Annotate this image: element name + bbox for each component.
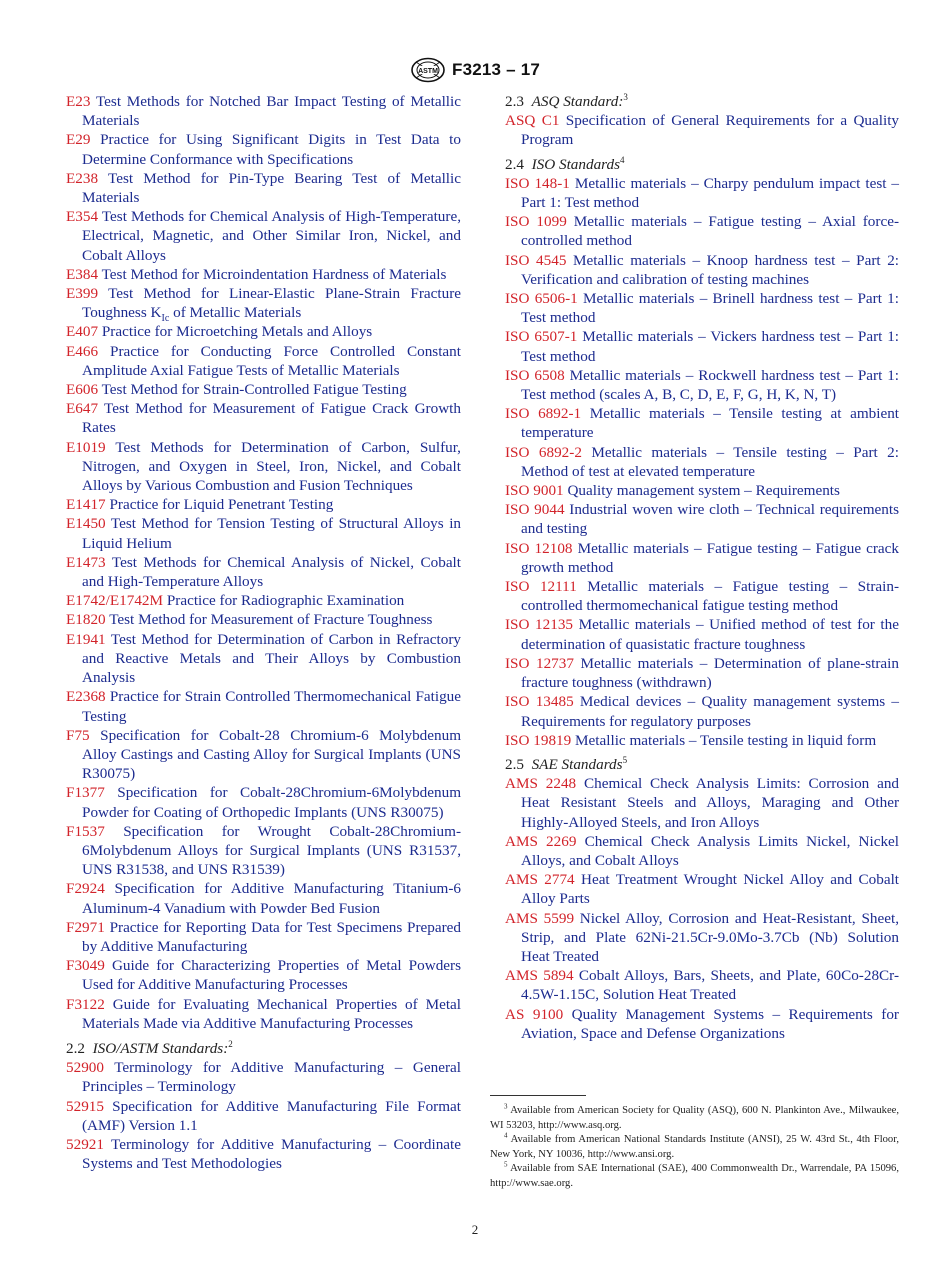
standard-title-link[interactable]: Practice for Microetching Metals and Alloys bbox=[101, 323, 373, 341]
standard-title-link[interactable]: Metallic materials – Knoop hardness test – Part 2: Verification and calibration of testing machines bbox=[521, 251, 900, 288]
standard-title-link[interactable]: Heat Treatment Wrought Nickel Alloy and Cobalt Alloy Parts bbox=[521, 871, 900, 908]
reference-entry bbox=[66, 207, 461, 265]
reference-entry bbox=[505, 443, 899, 481]
standard-title-link[interactable]: Test Method for Strain-Controlled Fatigue Testing bbox=[101, 381, 407, 399]
standard-code-link[interactable]: ISO 13485 bbox=[505, 693, 574, 711]
standard-title-link[interactable]: Practice for Using Significant Digits in Test Data to Determine Conformance with Specifications bbox=[82, 131, 461, 168]
reference-entry bbox=[66, 726, 461, 784]
standard-code-link[interactable]: E384 bbox=[66, 265, 99, 283]
reference-entry bbox=[66, 169, 461, 207]
standard-code-link[interactable]: E1820 bbox=[66, 611, 106, 629]
standard-code-link[interactable]: E2368 bbox=[66, 688, 106, 706]
section-heading-sae: 2.5 SAE Standards$^5$ bbox=[505, 754, 628, 773]
standard-code-link[interactable]: AMS 5599 bbox=[505, 909, 575, 927]
footnote: $^3$ Available from American Society for Quality (ASQ), 600 N. Plankinton Ave., Milwaukee, WI 53203, http://www.asq.org. bbox=[490, 1102, 899, 1131]
reference-entry bbox=[66, 956, 461, 994]
reference-entry bbox=[66, 918, 461, 956]
standard-code-link[interactable]: F3122 bbox=[66, 995, 105, 1013]
standard-code-link[interactable]: ISO 9044 bbox=[505, 501, 565, 519]
page-header bbox=[0, 56, 950, 84]
standard-code-link[interactable]: AMS 2774 bbox=[505, 871, 575, 889]
footnote-divider bbox=[490, 1095, 586, 1096]
section-heading-asq: 2.3 ASQ Standard:$^3$ bbox=[505, 91, 628, 110]
standard-code-link[interactable]: AMS 5894 bbox=[505, 967, 574, 985]
standard-code-link[interactable]: ISO 6507-1 bbox=[505, 328, 578, 346]
reference-entry bbox=[505, 577, 899, 615]
reference-entry bbox=[505, 327, 899, 365]
standard-title-link[interactable]: Test Method for Microindentation Hardness of Materials bbox=[101, 265, 447, 283]
standard-title-link[interactable]: Specification for Wrought Cobalt-28Chromium-6Molybdenum Alloys for Surgical Implants (UNS R31537, UNS R31538, and UNS R31539) bbox=[82, 822, 461, 879]
reference-entry bbox=[505, 289, 899, 327]
standard-code-link[interactable]: E1941 bbox=[66, 630, 106, 648]
reference-entry bbox=[66, 783, 461, 821]
standard-code-link[interactable]: ISO 12737 bbox=[505, 654, 574, 672]
standard-code-link[interactable]: E238 bbox=[66, 169, 99, 187]
reference-entry bbox=[505, 500, 899, 538]
standard-title-link[interactable]: Terminology for Additive Manufacturing – Coordinate Systems and Test Methodologies bbox=[82, 1135, 461, 1173]
standard-code-link[interactable]: ISO 6506-1 bbox=[505, 290, 578, 308]
right-column bbox=[505, 92, 899, 1043]
standard-code-link[interactable]: ASQ C1 bbox=[505, 112, 560, 130]
reference-entry bbox=[505, 539, 899, 577]
standard-code-link[interactable]: ISO 12111 bbox=[505, 578, 577, 596]
standard-title-link[interactable]: Metallic materials – Fatigue testing – Axial force-controlled method bbox=[521, 213, 899, 250]
standard-title-link[interactable]: Metallic materials – Tensile testing – Part 2: Method of test at elevated temperature bbox=[521, 443, 899, 480]
reference-entry bbox=[66, 399, 461, 437]
standard-title-link[interactable]: Practice for Conducting Force Controlled Constant Amplitude Axial Fatigue Tests of Metallic Materials bbox=[82, 342, 461, 379]
standard-title-link[interactable]: Chemical Check Analysis Limits Nickel, Nickel Alloys, and Cobalt Alloys bbox=[521, 832, 899, 869]
standard-title-link[interactable]: Specification for Additive Manufacturing Titanium-6 Aluminum-4 Vanadium with Powder Bed Fusion bbox=[82, 880, 462, 917]
reference-entry bbox=[66, 322, 461, 341]
standard-code-link[interactable]: ISO 6892-2 bbox=[505, 443, 582, 461]
reference-entry bbox=[66, 438, 461, 496]
standard-code-link[interactable]: ISO 6892-1 bbox=[505, 405, 582, 423]
standard-code-link[interactable]: E23 bbox=[66, 93, 91, 110]
footnotes bbox=[490, 1104, 899, 1192]
iso-astm-standards-list bbox=[66, 1058, 461, 1173]
reference-entry bbox=[505, 774, 899, 832]
reference-entry bbox=[66, 995, 461, 1033]
standard-title-link[interactable]: Metallic materials – Charpy pendulum impact test – Part 1: Test method bbox=[521, 174, 900, 212]
standard-code-link[interactable]: AS 9100 bbox=[505, 1005, 564, 1023]
reference-entry bbox=[66, 610, 461, 629]
standard-title-link[interactable]: Specification for Cobalt-28 Chromium-6 Molybdenum Alloy Castings and Casting Alloy for Surgical Implants (UNS R30075) bbox=[82, 726, 462, 783]
standard-title-link[interactable]: Specification of General Requirements for a Quality Program bbox=[521, 112, 900, 149]
reference-entry bbox=[66, 687, 461, 725]
standard-code-link[interactable]: 52921 bbox=[66, 1135, 104, 1153]
reference-entry bbox=[66, 284, 461, 325]
astm-standards-list bbox=[66, 92, 461, 1033]
standard-code-link[interactable]: F3049 bbox=[66, 957, 105, 975]
standard-title-link[interactable]: Test Method for Measurement of Fracture Toughness bbox=[109, 611, 433, 629]
standard-code-link[interactable]: ISO 1099 bbox=[505, 213, 567, 231]
standard-code-link[interactable]: E1473 bbox=[66, 553, 106, 571]
standard-title-link[interactable]: Practice for Reporting Data for Test Specimens Prepared by Additive Manufacturing bbox=[82, 918, 461, 955]
standard-title-link[interactable]: Guide for Characterizing Properties of Metal Powders Used for Additive Manufacturing Processes bbox=[82, 957, 461, 994]
reference-entry bbox=[505, 1005, 899, 1043]
standard-title-link[interactable]: Practice for Radiographic Examination bbox=[166, 592, 405, 610]
standard-code-link[interactable]: AMS 2269 bbox=[505, 832, 577, 850]
standard-code-link[interactable]: F1537 bbox=[66, 822, 105, 840]
reference-entry bbox=[66, 130, 461, 168]
reference-entry bbox=[505, 251, 899, 289]
iso-standards-list bbox=[505, 174, 899, 750]
standard-title-link[interactable]: Medical devices – Quality management systems – Requirements for regulatory purposes bbox=[521, 693, 899, 730]
standard-title-link[interactable]: Industrial woven wire cloth – Technical requirements and testing bbox=[521, 501, 899, 538]
standard-code-link[interactable]: ISO 148-1 bbox=[505, 174, 570, 192]
reference-entry bbox=[66, 591, 461, 610]
reference-entry bbox=[66, 822, 461, 880]
standard-code-link[interactable]: E1742/E1742M bbox=[66, 592, 164, 610]
standard-code-link[interactable]: ISO 6508 bbox=[505, 366, 565, 384]
astm-logo-icon bbox=[410, 57, 446, 83]
standard-title-link[interactable]: Metallic materials – Tensile testing at ambient temperature bbox=[521, 405, 900, 442]
standard-title-link[interactable]: Guide for Evaluating Mechanical Properties of Metal Materials Made via Additive Manufacturing Processes bbox=[82, 995, 461, 1032]
standard-title-link[interactable]: Metallic materials – Tensile testing in liquid form bbox=[575, 731, 877, 749]
asq-standards-list bbox=[505, 111, 899, 149]
standard-title-link[interactable]: Metallic materials – Fatigue testing – Strain-controlled thermomechanical fatigue testing method bbox=[521, 578, 899, 615]
standard-title-link[interactable]: Nickel Alloy, Corrosion and Heat-Resistant, Sheet, Strip, and Plate 62Ni-21.5Cr-9.0Mo-3.7Cb (Nb) Solution Heat Treated bbox=[521, 909, 899, 965]
sae-standards-list bbox=[505, 774, 899, 1043]
page-number: 2 bbox=[471, 1222, 479, 1237]
footnote: $^5$ Available from SAE International (SAE), 400 Commonwealth Dr., Warrendale, PA 15096, http://www.sae.org. bbox=[490, 1160, 899, 1189]
standard-code-link[interactable]: E1450 bbox=[66, 515, 106, 533]
section-heading-iso: 2.4 ISO Standards$^4$ bbox=[505, 154, 625, 173]
reference-entry bbox=[66, 1097, 461, 1135]
left-column bbox=[66, 92, 461, 1173]
reference-entry bbox=[505, 832, 899, 870]
standard-code-link[interactable]: E354 bbox=[66, 208, 99, 226]
standard-code-link[interactable]: ISO 12135 bbox=[505, 616, 574, 634]
standard-code-link[interactable]: ISO 12108 bbox=[505, 539, 573, 557]
standard-title-link[interactable]: Test Methods for Determination of Carbon, Sulfur, Nitrogen, and Oxygen in Steel, Iron, Nickel, and Cobalt Alloys by Various Combustion and Fusion Techniques bbox=[82, 438, 461, 495]
document-designation: F3213 – 17 bbox=[451, 60, 540, 79]
reference-entry bbox=[66, 514, 461, 552]
standard-title-link[interactable]: Test Method for Tension Testing of Structural Alloys in Liquid Helium bbox=[82, 515, 462, 552]
section-heading-iso-astm: 2.2 ISO/ASTM Standards:$^2$ bbox=[66, 1038, 233, 1057]
standard-title-link[interactable]: Test Method for Pin-Type Bearing Test of Metallic Materials bbox=[82, 169, 461, 207]
standard-title-link[interactable]: Test Methods for Chemical Analysis of Nickel, Cobalt and High-Temperature Alloys bbox=[82, 553, 461, 591]
standard-title-link[interactable]: Cobalt Alloys, Bars, Sheets, and Plate, 60Co-28Cr-4.5W-1.15C, Solution Heat Treated bbox=[521, 967, 899, 1004]
standard-title-link[interactable]: Test Methods for Chemical Analysis of High-Temperature, Electrical, Magnetic, and Other Similar Iron, Nickel, and Cobalt Alloys bbox=[82, 208, 461, 264]
reference-entry bbox=[505, 481, 899, 500]
standard-title-link[interactable]: Practice for Liquid Penetrant Testing bbox=[109, 496, 334, 514]
standard-title-link[interactable]: Specification for Cobalt-28Chromium-6Molybdenum Powder for Coating of Orthopedic Implants (UNS R30075) bbox=[82, 784, 462, 821]
reference-entry bbox=[505, 870, 899, 908]
standard-title-link[interactable]: Metallic materials – Vickers hardness test – Part 1: Test method bbox=[521, 328, 900, 365]
standard-code-link[interactable]: ISO 4545 bbox=[505, 251, 567, 269]
standard-title-link[interactable]: Metallic materials – Fatigue testing – Fatigue crack growth method bbox=[521, 539, 900, 576]
reference-entry bbox=[505, 366, 899, 404]
reference-entry bbox=[66, 342, 461, 380]
reference-entry bbox=[66, 92, 461, 130]
reference-entry bbox=[505, 404, 899, 442]
standard-title-link[interactable]: Quality management system – Requirements bbox=[567, 482, 840, 500]
standard-code-link[interactable]: E399 bbox=[66, 285, 99, 303]
reference-entry bbox=[66, 265, 461, 284]
reference-entry bbox=[66, 1058, 461, 1096]
standard-code-link[interactable]: E647 bbox=[66, 400, 99, 418]
standard-code-link[interactable]: F2924 bbox=[66, 880, 105, 898]
reference-entry bbox=[505, 731, 899, 750]
standard-code-link[interactable]: E466 bbox=[66, 342, 99, 360]
standard-title-link[interactable]: Test Method for Linear-Elastic Plane-Strain Fracture Toughness $K_{Ic}$ of Metallic Materials bbox=[82, 285, 461, 325]
reference-entry bbox=[505, 111, 899, 149]
reference-entry bbox=[66, 879, 461, 917]
reference-entry bbox=[66, 495, 461, 514]
reference-entry bbox=[505, 212, 899, 250]
standard-title-link[interactable]: Test Method for Measurement of Fatigue Crack Growth Rates bbox=[82, 400, 461, 437]
standard-code-link[interactable]: ISO 9001 bbox=[505, 482, 564, 500]
reference-entry bbox=[505, 692, 899, 730]
standard-title-link[interactable]: Practice for Strain Controlled Thermomechanical Fatigue Testing bbox=[82, 688, 462, 725]
reference-entry bbox=[66, 553, 461, 591]
standard-title-link[interactable]: Metallic materials – Rockwell hardness test – Part 1: Test method (scales A, B, C, D, E, F, G, H, K, N, T) bbox=[521, 366, 900, 404]
standard-title-link[interactable]: Metallic materials – Unified method of test for the determination of quasistatic fracture toughness bbox=[521, 616, 899, 653]
standard-title-link[interactable]: Quality Management Systems – Requirements for Aviation, Space and Defense Organizations bbox=[521, 1005, 899, 1042]
reference-entry bbox=[505, 966, 899, 1004]
standard-code-link[interactable]: ISO 19819 bbox=[505, 731, 572, 749]
standard-code-link[interactable]: E606 bbox=[66, 381, 99, 399]
standard-code-link[interactable]: F2971 bbox=[66, 918, 105, 936]
reference-entry bbox=[505, 654, 899, 692]
reference-entry bbox=[66, 380, 461, 399]
standard-title-link[interactable]: Chemical Check Analysis Limits: Corrosion and Heat Resistant Steels and Alloys, Maraging and Other Highly-Alloyed Steels, and Iron Alloys bbox=[521, 775, 900, 831]
standard-code-link[interactable]: E407 bbox=[66, 323, 99, 341]
standard-code-link[interactable]: 52915 bbox=[66, 1097, 104, 1115]
reference-entry bbox=[505, 615, 899, 653]
standard-title-link[interactable]: Terminology for Additive Manufacturing – General Principles – Terminology bbox=[82, 1059, 461, 1096]
standard-code-link[interactable]: 52900 bbox=[66, 1059, 104, 1077]
standard-title-link[interactable]: Test Method for Determination of Carbon in Refractory and Reactive Metals and Their Alloys by Combustion Analysis bbox=[82, 630, 461, 687]
footnote: $^4$ Available from American National Standards Institute (ANSI), 25 W. 43rd St., 4th Floor, New York, NY 10036, http://www.ansi.org. bbox=[490, 1131, 899, 1160]
reference-entry bbox=[505, 174, 899, 212]
standard-title-link[interactable]: Specification for Additive Manufacturing File Format (AMF) Version 1.1 bbox=[82, 1097, 461, 1134]
reference-entry bbox=[66, 1135, 461, 1173]
standard-code-link[interactable]: E29 bbox=[66, 131, 91, 149]
standard-title-link[interactable]: Test Methods for Notched Bar Impact Testing of Metallic Materials bbox=[82, 93, 461, 130]
standard-title-link[interactable]: Metallic materials – Brinell hardness test – Part 1: Test method bbox=[521, 290, 899, 327]
standard-code-link[interactable]: E1417 bbox=[66, 496, 106, 514]
standard-code-link[interactable]: AMS 2248 bbox=[505, 775, 577, 793]
svg-text:ASTM: ASTM bbox=[418, 68, 438, 75]
standard-code-link[interactable]: F75 bbox=[66, 726, 90, 744]
reference-entry bbox=[66, 630, 461, 688]
standard-code-link[interactable]: F1377 bbox=[66, 784, 105, 802]
standard-title-link[interactable]: Metallic materials – Determination of plane-strain fracture toughness (withdrawn) bbox=[521, 654, 899, 692]
standard-code-link[interactable]: E1019 bbox=[66, 438, 106, 456]
reference-entry bbox=[505, 909, 899, 967]
